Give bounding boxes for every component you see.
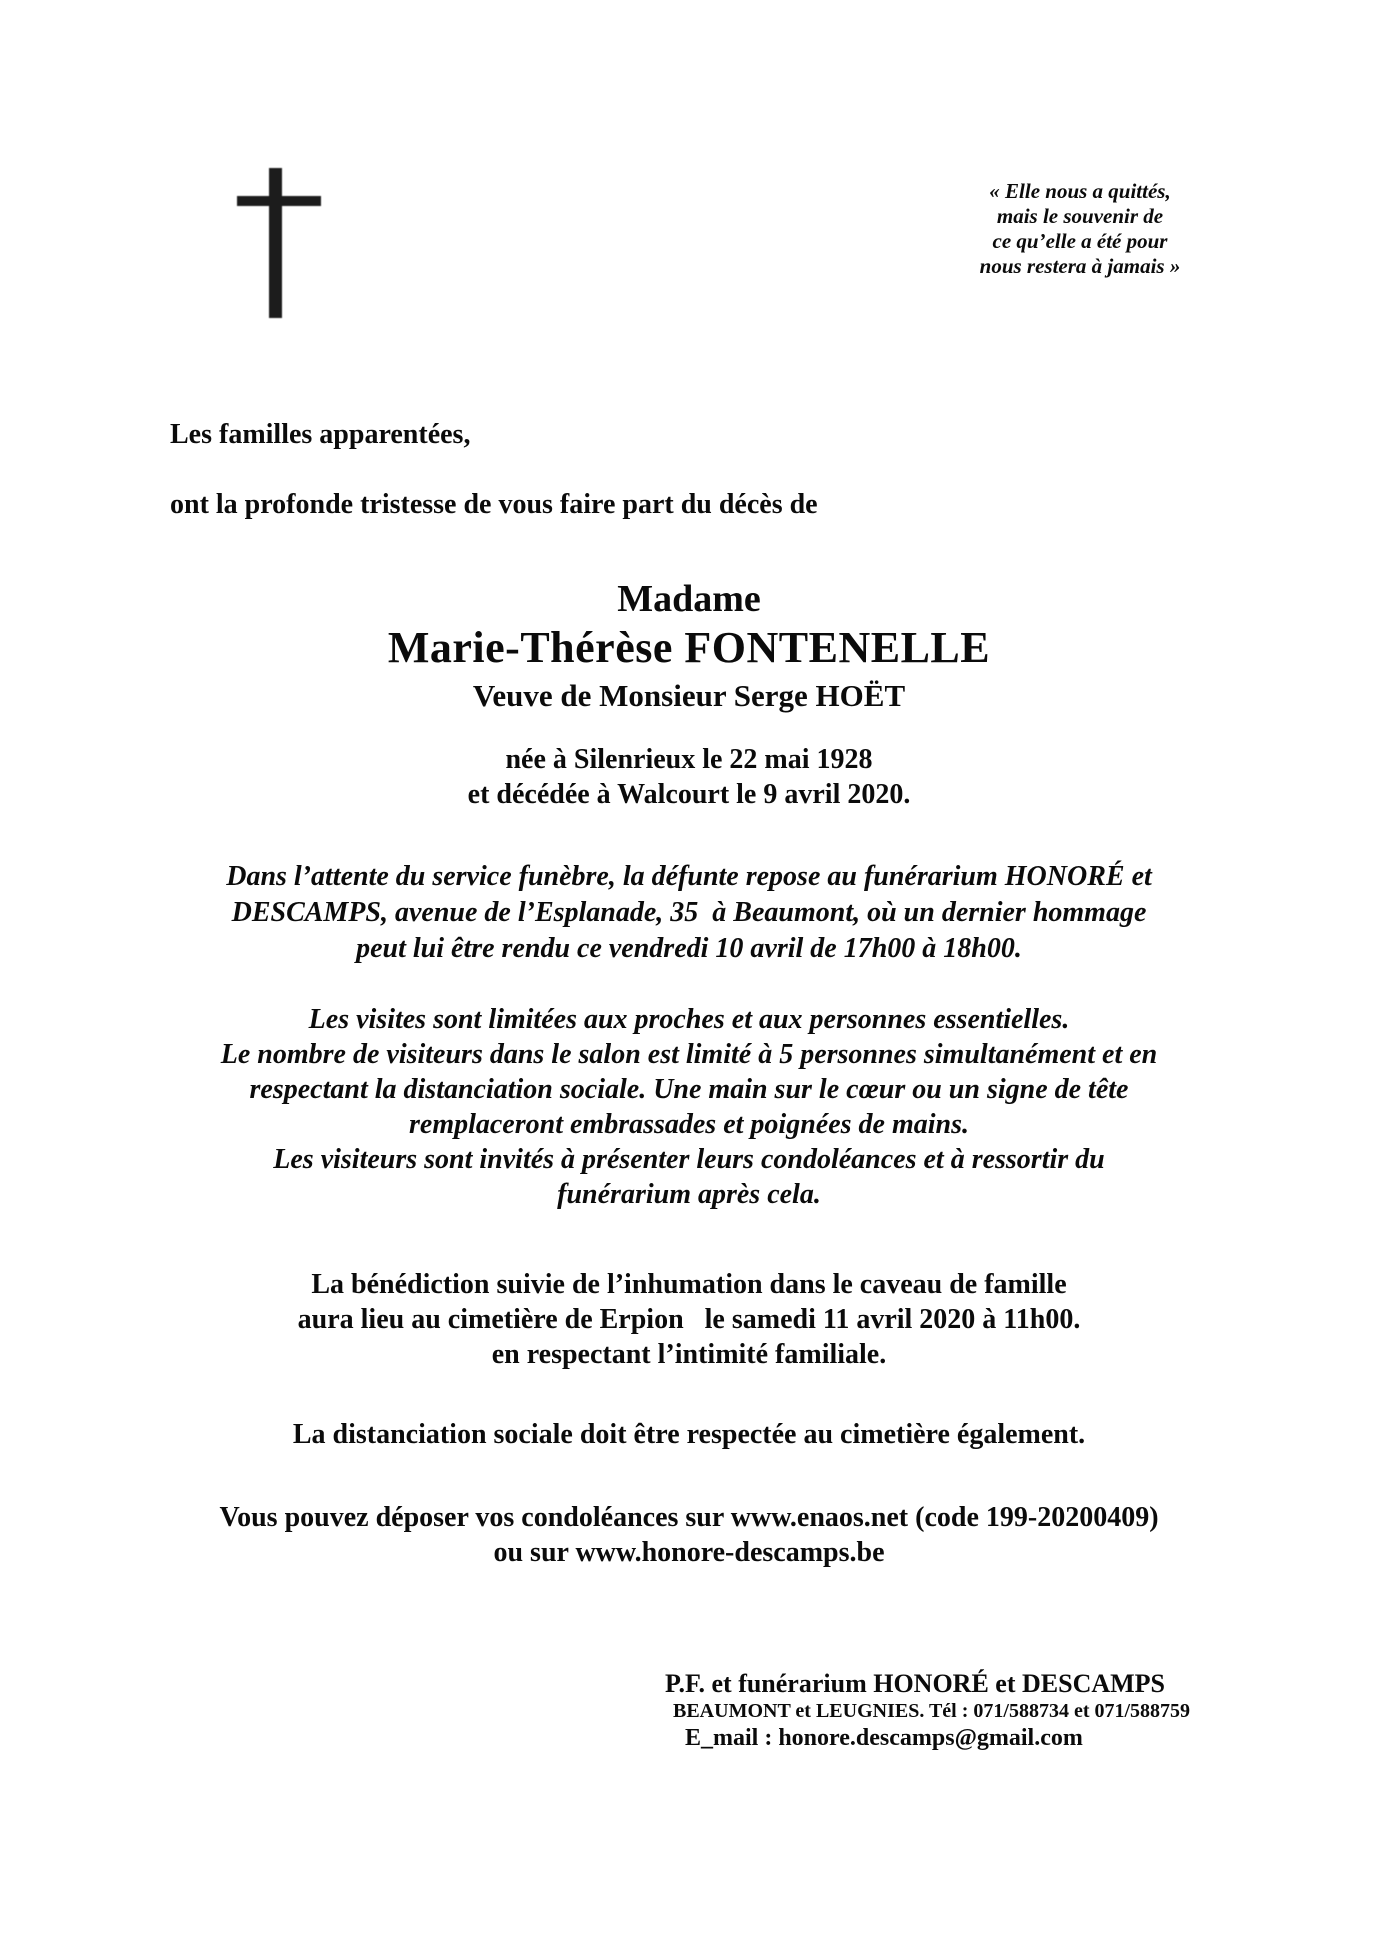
cross-icon-horizontal-bar	[237, 196, 321, 206]
epitaph-quote-line: mais le souvenir de	[996, 204, 1164, 228]
deceased-death-line: et décédée à Walcourt le 9 avril 2020.	[467, 779, 911, 810]
benediction-line: aura lieu au cimetière de Erpion le samedi 11 avril 2020 à 11h00.	[297, 1304, 1081, 1335]
visits-line: respectant la distanciation sociale. Une main sur le cœur ou un signe de tête	[249, 1074, 1129, 1105]
visits-line: Les visiteurs sont invités à présenter leurs condoléances et à ressortir du	[273, 1144, 1105, 1175]
funeral-home-footer	[665, 1668, 1225, 1753]
condolences-line: ou sur www.honore-descamps.be	[493, 1537, 885, 1568]
deceased-name: Marie-Thérèse FONTENELLE	[387, 623, 991, 672]
benediction-line: en respectant l’intimité familiale.	[491, 1339, 887, 1370]
intro-announcement: ont la profonde tristesse de vous faire part du décès de	[170, 489, 818, 520]
condolences-line: Vous pouvez déposer vos condoléances sur www.enaos.net (code 199-20200409)	[219, 1502, 1159, 1533]
distancing-notice: La distanciation sociale doit être respectée au cimetière également.	[292, 1419, 1086, 1450]
condolences-paragraph	[0, 1500, 1378, 1570]
epitaph-quote	[935, 179, 1225, 279]
visits-line: remplaceront embrassades et poignées de mains.	[409, 1109, 969, 1140]
deceased-birth-line: née à Silenrieux le 22 mai 1928	[505, 744, 873, 775]
repose-line: peut lui être rendu ce vendredi 10 avril de 17h00 à 18h00.	[356, 933, 1022, 964]
epitaph-quote-line: nous restera à jamais »	[979, 254, 1181, 278]
benediction-line: La bénédiction suivie de l’inhumation dans le caveau de famille	[311, 1269, 1067, 1300]
epitaph-quote-line: ce qu’elle a été pour	[992, 229, 1168, 253]
deceased-salutation: Madame	[617, 578, 761, 620]
funeral-home-contact: BEAUMONT et LEUGNIES. Tél : 071/588734 et 071/588759	[673, 1700, 1191, 1722]
epitaph-quote-line: « Elle nous a quittés,	[989, 179, 1171, 203]
visits-paragraph	[0, 1002, 1378, 1212]
cross-icon-vertical-bar	[269, 168, 282, 318]
visits-line: funérarium après cela.	[557, 1179, 821, 1210]
benediction-paragraph	[0, 1267, 1378, 1372]
visits-line: Les visites sont limitées aux proches et aux personnes essentielles.	[308, 1004, 1070, 1035]
visits-line: Le nombre de visiteurs dans le salon est limité à 5 personnes simultanément et en	[220, 1039, 1158, 1070]
deceased-dates	[0, 742, 1378, 812]
repose-line: DESCAMPS, avenue de l’Esplanade, 35 à Beaumont, où un dernier hommage	[231, 897, 1147, 928]
deceased-widow-of: Veuve de Monsieur Serge HOËT	[472, 678, 906, 713]
funeral-home-email: E_mail : honore.descamps@gmail.com	[685, 1725, 1083, 1751]
funeral-home-name: P.F. et funérarium HONORÉ et DESCAMPS	[665, 1669, 1166, 1698]
repose-paragraph	[0, 859, 1378, 967]
repose-line: Dans l’attente du service funèbre, la défunte repose au funérarium HONORÉ et	[226, 861, 1152, 892]
intro-families: Les familles apparentées,	[170, 419, 471, 450]
